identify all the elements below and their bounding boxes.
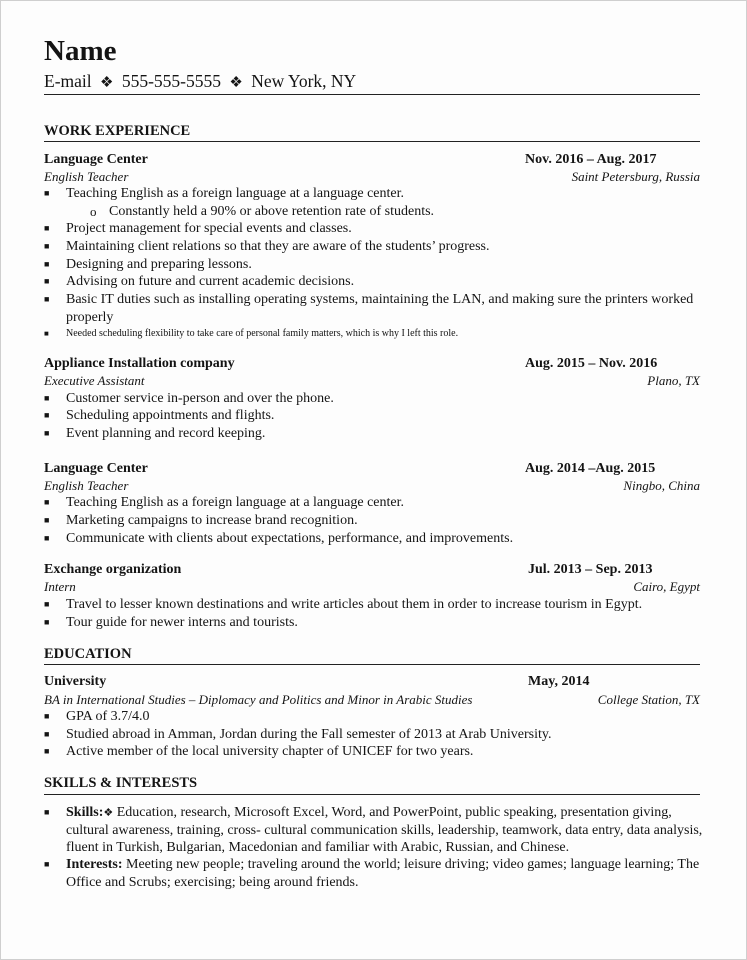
education-header xyxy=(44,673,700,690)
separator-icon: ❖ xyxy=(229,75,243,91)
contact-location: New York, NY xyxy=(251,71,357,91)
sub-bullet-icon: o xyxy=(90,204,97,219)
graduation-date: May, 2014 xyxy=(528,674,590,689)
degree: BA in International Studies – Diplomacy and Politics and Minor in Arabic Studies xyxy=(44,692,473,707)
separator-icon: ❖ xyxy=(100,75,114,91)
skills-label: Skills: xyxy=(66,805,104,820)
resume-name: Name xyxy=(44,35,117,67)
skills-section-title: SKILLS & INTERESTS xyxy=(44,775,198,791)
contact-phone: 555-555-5555 xyxy=(121,71,221,91)
degree-line xyxy=(44,691,700,708)
job-dates: Aug. 2015 – Nov. 2016 xyxy=(525,356,658,371)
bullet-icon: ■ xyxy=(44,617,50,627)
bullet-icon: ■ xyxy=(44,859,50,869)
job-org: Appliance Installation company xyxy=(44,356,235,371)
job-dates: Aug. 2014 –Aug. 2015 xyxy=(525,461,656,476)
school-name: University xyxy=(44,674,107,689)
bullet-icon: ■ xyxy=(44,223,50,233)
job-header xyxy=(44,355,700,372)
resume-page: Name E-mail ❖ 555-555-5555 ❖ New York, NY WORK EXPERIENCE Language Center Nov. 2016 – Aug. 2017 English Teacher Saint Petersburg, Russia ■ Teaching English as a foreign language at a language center. o Constantly held a 90% or above retention rate of students. ■ Project management for special events and classes. ■ Maintaining client relations so that they are aware of the students’ progress. ■ Designing and preparing lessons. ■ Advising on future and current academic decisions. ■ Basic IT duties such as installing operating systems, maintaining the LAN, and making sure the printers worked properly ■ Needed scheduling flexibility to take care of personal family matters, which is why I left this role. Appliance Installation company Aug. 2015 – Nov. 2016 Executive Assistant Plano, TX ■ Customer service in-person and over the phone. ■ Scheduling appointments and flights. ■ Event planning and record keeping. Language Center Aug. 2014 –Aug. 2015 English Teacher Ningbo, China ■ Teaching English as a foreign language at a language center. ■ Marketing campaigns to increase brand recognition. ■ Communicate with clients about expectations, performance, and improvements. Exchange organization Jul. 2013 – Sep. 2013 Intern Cairo, Egypt ■ Travel to lesser known destinations and write articles about them in order to increase tourism in Egypt. ■ Tour guide for newer interns and tourists. EDUCATION University May, 2014 BA in International Studies – Diplomacy and Politics and Minor in Arabic Studies College Station, TX ■ GPA of 3.7/4.0 ■ Studied abroad in Amman, Jordan during the Fall semester of 2013 at Arab University. ■ Active member of the local university chapter of UNICEF for two years. SKILLS & INTERESTS ■ Skills:❖ Education, research, Microsoft Excel, Word, and PowerPoint, public speaking, presentation giving, cultural awareness, training, cross- cultural communication skills, leadership, teamwork, data entry, data analysis, fluent in Turkish, Bulgarian, Macedonian and familiar with Arabic, Russian, and Chinese. ■ Interests: Meeting new people; traveling around the world; leisure driving; video games; language learning; The Office and Scrubs; exercising; being around friends. xyxy=(0,0,747,960)
job-dates: Jul. 2013 – Sep. 2013 xyxy=(528,562,653,577)
job-org: Language Center xyxy=(44,152,148,167)
bullet-icon: ■ xyxy=(44,294,50,304)
bullet-icon: ■ xyxy=(44,276,50,286)
bullet-icon: ■ xyxy=(44,599,50,609)
job-header xyxy=(44,151,700,168)
education-divider xyxy=(44,664,700,665)
contact-line xyxy=(44,70,356,94)
bullet-icon: ■ xyxy=(44,428,50,438)
job-header xyxy=(44,460,700,477)
skills-diamond-icon: ❖ xyxy=(103,807,114,819)
job-role-line xyxy=(44,578,700,595)
job-role: English Teacher xyxy=(44,478,129,493)
bullet-icon: ■ xyxy=(44,259,50,269)
bullet-icon: ■ xyxy=(44,241,50,251)
education-section-title: EDUCATION xyxy=(44,646,132,662)
job-place: Cairo, Egypt xyxy=(633,579,700,594)
job-role-line xyxy=(44,372,700,389)
work-section-title: WORK EXPERIENCE xyxy=(44,123,191,139)
bullet-icon: ■ xyxy=(44,533,50,543)
job-org: Exchange organization xyxy=(44,562,182,577)
job-role: Intern xyxy=(44,579,76,594)
job-role-line xyxy=(44,168,700,185)
school-place: College Station, TX xyxy=(597,692,700,707)
work-divider xyxy=(44,141,700,142)
header-divider xyxy=(44,94,700,95)
interests-label: Interests: xyxy=(66,857,123,872)
job-org: Language Center xyxy=(44,461,148,476)
bullet-icon: ■ xyxy=(44,393,50,403)
bullet-icon: ■ xyxy=(44,746,50,756)
job-role-line xyxy=(44,477,700,494)
bullet-icon: ■ xyxy=(44,188,50,198)
job-place: Ningbo, China xyxy=(623,478,700,493)
job-role: English Teacher xyxy=(44,169,129,184)
job-place: Plano, TX xyxy=(647,373,700,388)
bullet-icon: ■ xyxy=(44,497,50,507)
bullet-icon: ■ xyxy=(44,807,50,817)
job-role: Executive Assistant xyxy=(44,373,145,388)
contact-email: E-mail xyxy=(44,71,92,91)
bullet-icon: ■ xyxy=(44,329,49,338)
job-dates: Nov. 2016 – Aug. 2017 xyxy=(525,152,657,167)
bullet-icon: ■ xyxy=(44,729,50,739)
job-place: Saint Petersburg, Russia xyxy=(571,169,700,184)
job-header xyxy=(44,561,700,578)
skills-divider xyxy=(44,794,700,795)
bullet-icon: ■ xyxy=(44,410,50,420)
bullet-icon: ■ xyxy=(44,711,50,721)
bullet-icon: ■ xyxy=(44,515,50,525)
